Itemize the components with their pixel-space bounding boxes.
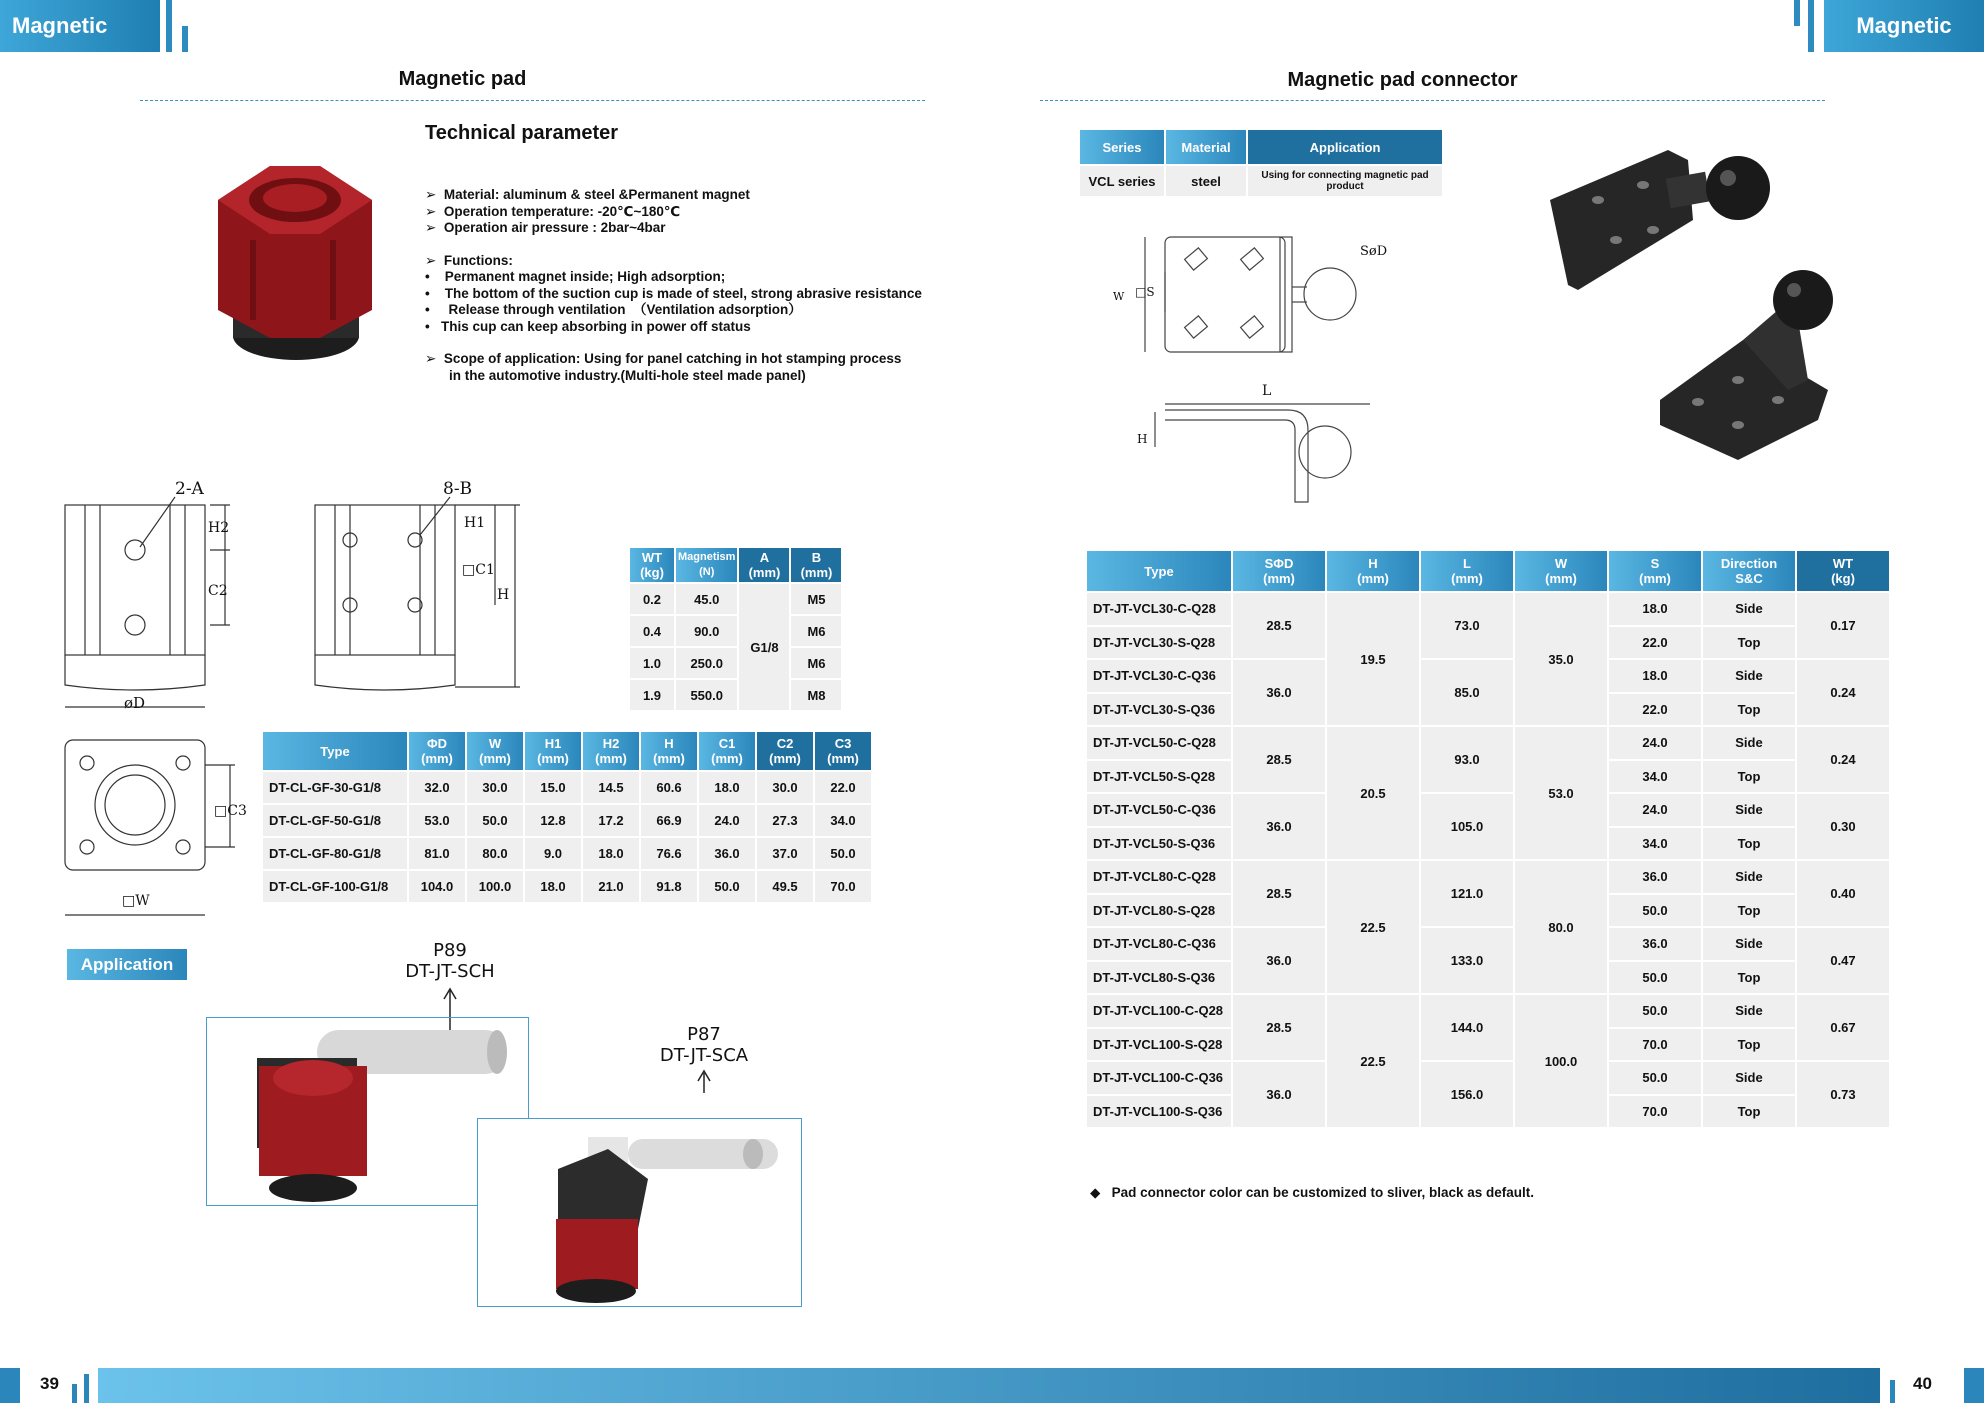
label-w: □W [122, 893, 150, 909]
table-cell: M6 [791, 648, 841, 678]
table-cell: 24.0 [1609, 727, 1701, 759]
dimension-table [261, 730, 873, 904]
section-title-right: Magnetic pad connector [1287, 69, 1518, 91]
table-cell: 17.2 [583, 805, 639, 836]
tab-accent-bar [166, 0, 172, 52]
col-header: Magnetism (N) [676, 548, 737, 582]
table-cell: steel [1166, 166, 1246, 196]
col-header: H (mm) [641, 732, 697, 770]
footer-accent [72, 1384, 77, 1403]
col-header: SΦD (mm) [1233, 551, 1325, 591]
col-header: C2 (mm) [757, 732, 813, 770]
col-header: WT (kg) [630, 548, 674, 582]
table-cell: 9.0 [525, 838, 581, 869]
table-cell: 14.5 [583, 772, 639, 803]
table-row [263, 772, 871, 803]
divider [140, 100, 925, 101]
table-cell: Top [1703, 694, 1795, 726]
table-cell: 0.24 [1797, 660, 1889, 725]
table-cell: 93.0 [1421, 727, 1513, 792]
label-l: L [1262, 383, 1272, 399]
col-header: Material [1166, 130, 1246, 164]
table-row [1087, 593, 1889, 625]
table-cell: 50.0 [467, 805, 523, 836]
function-item: • Permanent magnet inside; High adsorption; [425, 269, 726, 284]
footer-accent [84, 1374, 89, 1403]
table-cell: 0.67 [1797, 995, 1889, 1060]
table-cell: 121.0 [1421, 861, 1513, 926]
table-cell: 22.0 [815, 772, 871, 803]
table-cell: 36.0 [699, 838, 755, 869]
connector-table [1085, 549, 1891, 1129]
table-cell: DT-JT-VCL30-C-Q36 [1087, 660, 1231, 692]
table-cell: 73.0 [1421, 593, 1513, 658]
table-cell: 80.0 [467, 838, 523, 869]
table-cell: 32.0 [409, 772, 465, 803]
table-cell: 45.0 [676, 584, 737, 614]
table-cell: M8 [791, 680, 841, 710]
table-cell: 250.0 [676, 648, 737, 678]
tech-heading: Technical parameter [425, 122, 619, 144]
col-header: H (mm) [1327, 551, 1419, 591]
table-cell: 18.0 [1609, 593, 1701, 625]
application-label: Application [67, 949, 187, 980]
table-row [1087, 861, 1889, 893]
tab-accent-bar [1794, 0, 1800, 26]
table-cell: 50.0 [1609, 962, 1701, 994]
table-cell: Top [1703, 761, 1795, 793]
table-cell: DT-JT-VCL80-C-Q28 [1087, 861, 1231, 893]
col-header: C1 (mm) [699, 732, 755, 770]
table-row [1087, 995, 1889, 1027]
table-cell: 24.0 [699, 805, 755, 836]
table-cell: DT-JT-VCL80-S-Q36 [1087, 962, 1231, 994]
table-cell: 50.0 [1609, 1062, 1701, 1094]
table-row [263, 871, 871, 902]
label-s: □S [1135, 285, 1155, 299]
table-cell: 70.0 [1609, 1029, 1701, 1061]
table-cell: 28.5 [1233, 593, 1325, 658]
table-cell: 36.0 [1233, 794, 1325, 859]
col-header: Application [1248, 130, 1442, 164]
table-cell: 0.4 [630, 616, 674, 646]
table-cell: Side [1703, 727, 1795, 759]
table-row [263, 805, 871, 836]
table-cell: G1/8 [739, 584, 789, 710]
header-tab-right: Magnetic pad [1824, 0, 1984, 52]
footer-bar [98, 1368, 1880, 1403]
table-cell: DT-CL-GF-30-G1/8 [263, 772, 407, 803]
tab-accent-bar [1808, 0, 1814, 52]
table-cell: 0.2 [630, 584, 674, 614]
col-header: B (mm) [791, 548, 841, 582]
table-cell: 100.0 [467, 871, 523, 902]
connector-photo [1548, 140, 1868, 460]
spec-list [425, 187, 922, 384]
spec-item: ➢ Material: aluminum & steel &Permanent magnet [425, 187, 750, 202]
table-cell: Side [1703, 995, 1795, 1027]
table-cell: DT-JT-VCL50-S-Q28 [1087, 761, 1231, 793]
col-header: W (mm) [467, 732, 523, 770]
table-cell: DT-JT-VCL80-S-Q28 [1087, 895, 1231, 927]
table-cell: 27.3 [757, 805, 813, 836]
table-cell: 49.5 [757, 871, 813, 902]
table-cell: M6 [791, 616, 841, 646]
table-cell: 24.0 [1609, 794, 1701, 826]
table-cell: DT-JT-VCL50-C-Q28 [1087, 727, 1231, 759]
table-cell: DT-JT-VCL30-S-Q28 [1087, 627, 1231, 659]
table-cell: 50.0 [699, 871, 755, 902]
table-cell: 20.5 [1327, 727, 1419, 859]
table-cell: 18.0 [699, 772, 755, 803]
footer-accent [1890, 1380, 1895, 1403]
table-cell: 36.0 [1609, 861, 1701, 893]
table-cell: 91.8 [641, 871, 697, 902]
table-cell: 76.6 [641, 838, 697, 869]
table-cell: DT-JT-VCL50-S-Q36 [1087, 828, 1231, 860]
spec-item: ➢ Operation temperature: -20℃~180℃ [425, 203, 681, 219]
col-header: H1 (mm) [525, 732, 581, 770]
table-cell: 36.0 [1233, 928, 1325, 993]
callout-model: DT-JT-SCA [659, 1045, 749, 1066]
function-item: • This cup can keep absorbing in power off status [425, 318, 751, 334]
table-cell: 85.0 [1421, 660, 1513, 725]
scope-text: in the automotive industry.(Multi-hole steel made panel) [449, 367, 806, 383]
page-number-right: 40 [1913, 1374, 1932, 1393]
table-cell: 66.9 [641, 805, 697, 836]
col-header: Direction S&C [1703, 551, 1795, 591]
table-cell: VCL series [1080, 166, 1164, 196]
table-cell: 1.9 [630, 680, 674, 710]
table-cell: DT-JT-VCL30-S-Q36 [1087, 694, 1231, 726]
table-cell: 90.0 [676, 616, 737, 646]
label-sd: SøD [1360, 244, 1388, 259]
label-w: W [1113, 290, 1125, 303]
table-cell: 37.0 [757, 838, 813, 869]
footer-accent [0, 1368, 20, 1403]
table-cell: 50.0 [1609, 895, 1701, 927]
table-cell: 0.73 [1797, 1062, 1889, 1127]
callout-model: DT-JT-SCH [405, 961, 495, 982]
table-cell: DT-JT-VCL100-S-Q28 [1087, 1029, 1231, 1061]
table-cell: 0.47 [1797, 928, 1889, 993]
table-cell: 21.0 [583, 871, 639, 902]
callout-sch [380, 940, 520, 982]
label-h2: H2 [208, 520, 230, 536]
col-header: W (mm) [1515, 551, 1607, 591]
spec-item: ➢ Operation air pressure : 2bar~4bar [425, 220, 666, 235]
table-cell: 81.0 [409, 838, 465, 869]
table-cell: 36.0 [1233, 1062, 1325, 1127]
table-cell: DT-JT-VCL50-C-Q36 [1087, 794, 1231, 826]
table-cell: Side [1703, 660, 1795, 692]
col-header: S (mm) [1609, 551, 1701, 591]
label-c1: □C1 [462, 562, 495, 578]
col-header: H2 (mm) [583, 732, 639, 770]
table-cell: 18.0 [525, 871, 581, 902]
table-cell: Side [1703, 1062, 1795, 1094]
function-item: • The bottom of the suction cup is made of steel, strong abrasive resistance [425, 285, 922, 301]
table-row [1087, 928, 1889, 960]
label-h: H [1137, 432, 1148, 446]
col-header: L (mm) [1421, 551, 1513, 591]
table-cell: 34.0 [815, 805, 871, 836]
table-cell: 70.0 [1609, 1096, 1701, 1128]
table-cell: DT-JT-VCL100-C-Q36 [1087, 1062, 1231, 1094]
table-cell: 60.6 [641, 772, 697, 803]
table-cell: 1.0 [630, 648, 674, 678]
table-cell: 70.0 [815, 871, 871, 902]
table-cell: 104.0 [409, 871, 465, 902]
table-cell: 0.40 [1797, 861, 1889, 926]
magnetic-pad-photo [210, 160, 380, 382]
table-cell: 53.0 [409, 805, 465, 836]
col-header: A (mm) [739, 548, 789, 582]
scope-text: ➢ Scope of application: Using for panel catching in hot stamping process [425, 351, 902, 366]
weight-table [628, 546, 843, 712]
application-image-2 [477, 1118, 802, 1307]
series-table [1078, 128, 1444, 198]
col-header: Type [263, 732, 407, 770]
table-cell: Side [1703, 794, 1795, 826]
table-cell: 22.5 [1327, 995, 1419, 1127]
table-cell: Side [1703, 861, 1795, 893]
col-header: ΦD (mm) [409, 732, 465, 770]
table-cell: 50.0 [1609, 995, 1701, 1027]
table-cell: Top [1703, 828, 1795, 860]
table-cell: 35.0 [1515, 593, 1607, 725]
table-cell: 36.0 [1233, 660, 1325, 725]
table-cell: 22.0 [1609, 627, 1701, 659]
col-header: Type [1087, 551, 1231, 591]
table-cell: 144.0 [1421, 995, 1513, 1060]
table-cell: 53.0 [1515, 727, 1607, 859]
connector-drawing [1125, 232, 1395, 507]
table-cell: 28.5 [1233, 727, 1325, 792]
table-cell: Top [1703, 962, 1795, 994]
table-cell: 22.0 [1609, 694, 1701, 726]
table-cell: Using for connecting magnetic pad product [1248, 166, 1442, 196]
table-cell: 0.17 [1797, 593, 1889, 658]
table-cell: 80.0 [1515, 861, 1607, 993]
label-c3: □C3 [214, 803, 247, 819]
table-cell: 550.0 [676, 680, 737, 710]
footer-accent [1964, 1368, 1984, 1403]
table-cell: 15.0 [525, 772, 581, 803]
table-cell: DT-CL-GF-80-G1/8 [263, 838, 407, 869]
table-cell: 18.0 [1609, 660, 1701, 692]
table-cell: Side [1703, 593, 1795, 625]
label-d: øD [124, 694, 146, 712]
table-cell: DT-JT-VCL100-S-Q36 [1087, 1096, 1231, 1128]
tab-accent-bar [182, 26, 188, 52]
table-cell: DT-JT-VCL100-C-Q28 [1087, 995, 1231, 1027]
section-title-left: Magnetic pad [398, 68, 527, 90]
table-cell: DT-CL-GF-50-G1/8 [263, 805, 407, 836]
table-row [1087, 660, 1889, 692]
label-h: H [497, 587, 510, 603]
table-cell: 19.5 [1327, 593, 1419, 725]
table-cell: 105.0 [1421, 794, 1513, 859]
table-cell: Top [1703, 895, 1795, 927]
callout-page: P87 [687, 1024, 721, 1045]
table-cell: DT-CL-GF-100-G1/8 [263, 871, 407, 902]
table-cell: DT-JT-VCL30-C-Q28 [1087, 593, 1231, 625]
table-cell: 50.0 [815, 838, 871, 869]
callout-page: P89 [433, 940, 467, 961]
label-8b: 8-B [443, 479, 473, 499]
table-cell: 34.0 [1609, 761, 1701, 793]
page-number-left: 39 [40, 1374, 59, 1393]
table-cell: 0.24 [1797, 727, 1889, 792]
col-header: C3 (mm) [815, 732, 871, 770]
function-item: • Release through ventilation （Ventilation adsorption） [425, 302, 802, 317]
table-cell: Top [1703, 627, 1795, 659]
table-cell: Top [1703, 1029, 1795, 1061]
table-cell: DT-JT-VCL80-C-Q36 [1087, 928, 1231, 960]
table-cell: M5 [791, 584, 841, 614]
table-cell: 18.0 [583, 838, 639, 869]
table-cell: 28.5 [1233, 861, 1325, 926]
table-cell: 28.5 [1233, 995, 1325, 1060]
table-row [263, 838, 871, 869]
table-row [1087, 727, 1889, 759]
table-cell: 30.0 [757, 772, 813, 803]
col-header: Series [1080, 130, 1164, 164]
table-cell: 30.0 [467, 772, 523, 803]
note: ◆ Pad connector color can be customized to sliver, black as default. [1090, 1185, 1535, 1200]
table-cell: Top [1703, 1096, 1795, 1128]
table-cell: 156.0 [1421, 1062, 1513, 1127]
table-cell: 34.0 [1609, 828, 1701, 860]
col-header: WT (kg) [1797, 551, 1889, 591]
divider [1040, 100, 1825, 101]
table-cell: 133.0 [1421, 928, 1513, 993]
table-row [1087, 794, 1889, 826]
table-cell: Side [1703, 928, 1795, 960]
table-cell: 12.8 [525, 805, 581, 836]
table-cell: 22.5 [1327, 861, 1419, 993]
label-2a: 2-A [175, 479, 204, 499]
label-h1: H1 [464, 515, 486, 531]
table-row [1087, 1062, 1889, 1094]
header-tab-left: Magnetic pad [0, 0, 160, 52]
label-c2: C2 [208, 583, 228, 599]
table-cell: 0.30 [1797, 794, 1889, 859]
table-cell: 100.0 [1515, 995, 1607, 1127]
functions-heading: ➢ Functions: [425, 252, 513, 268]
table-cell: 36.0 [1609, 928, 1701, 960]
